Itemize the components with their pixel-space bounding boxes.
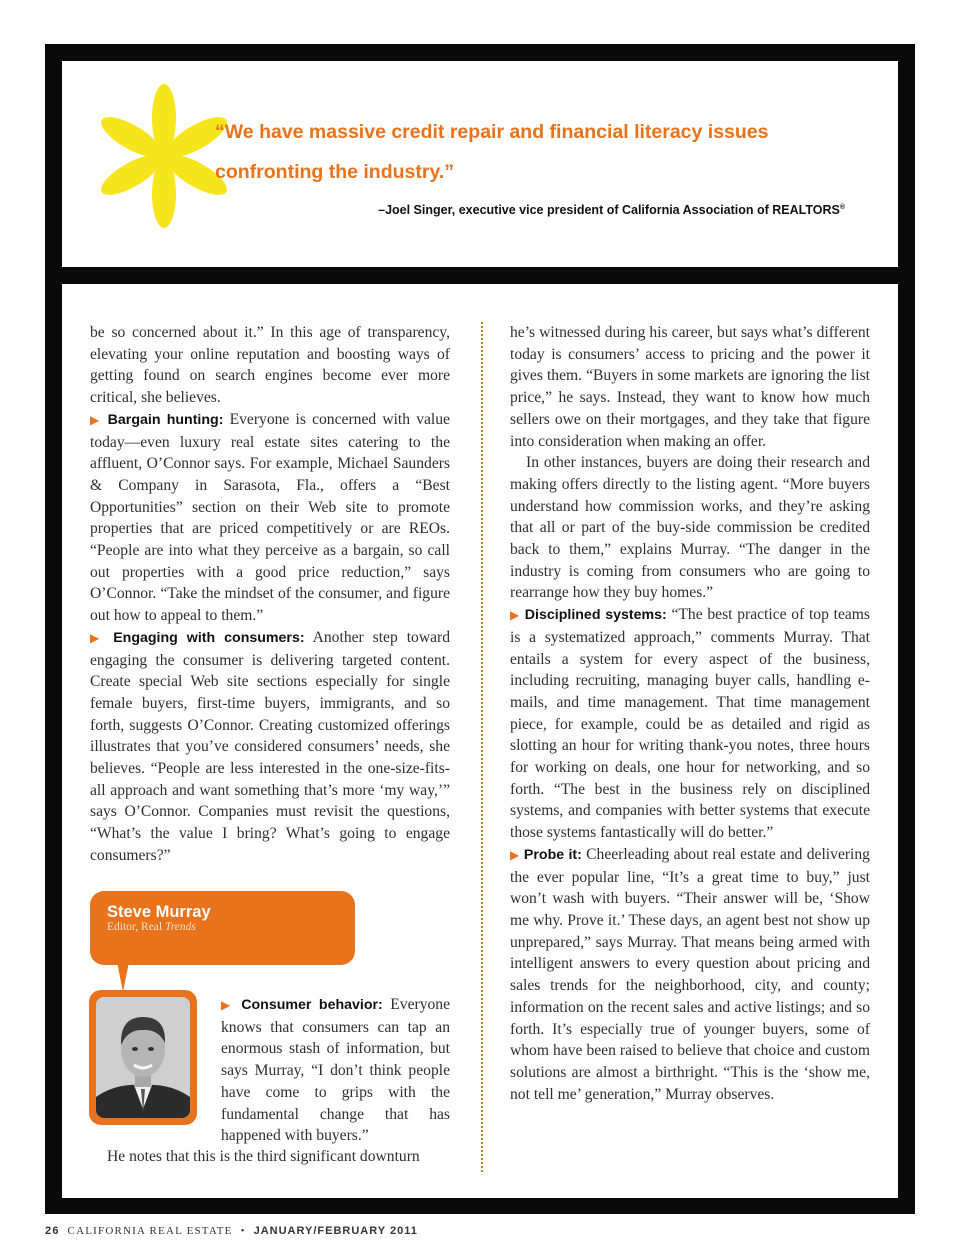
consumer-paragraph bbox=[221, 994, 450, 1147]
probe-heading: Probe it: bbox=[523, 846, 582, 863]
publication-name: CALIFORNIA REAL ESTATE bbox=[67, 1225, 233, 1237]
left-column bbox=[90, 322, 450, 867]
consumer-heading: Consumer behavior: bbox=[241, 997, 383, 1013]
page-number: 26 bbox=[45, 1225, 60, 1237]
probe-text: Cheerleading about real estate and delivering the ever popular line, “It’s a great time to buy,” just won’t wash with buyers. “Their answer will be, ‘Show me why. Prove it.’ These days, an agent best not show up unprepared,” says Murray. That means being armed with intelligent answers to every question about pricing and sales trends for the neighborhood, city, and county; information on the recent sales and active listings; and so forth. It’s especially true of younger buyers, some of whom have been raised to believe that choice and custom solutions are almost a birthright. “This is the ‘show me, not tell me’ generation,” Murray observes. bbox=[510, 845, 870, 1103]
continuation-line: He notes that this is the third significant downturn bbox=[107, 1148, 420, 1165]
column-divider bbox=[481, 322, 483, 1172]
triangle-bullet-icon: ▶ bbox=[221, 998, 234, 1012]
portrait-icon bbox=[96, 997, 190, 1118]
attribution-text: –Joel Singer, executive vice president of California Association of REALTORS bbox=[378, 203, 840, 217]
issue-date: JANUARY/FEBRUARY 2011 bbox=[253, 1225, 418, 1237]
speaker-title-publication: Trends bbox=[164, 921, 196, 933]
probe-paragraph bbox=[510, 844, 870, 1105]
right-paragraph-1: he’s witnessed during his career, but says what’s different today is consumers’ access to pricing and the power it gives them. “Buyers in some markets are ignoring the list price,” he says. Instead, they want to know how much sellers owe on their mortgages, and they take that figure into consideration when making an offer. bbox=[510, 324, 870, 450]
intro-paragraph: be so concerned about it.” In this age of transparency, elevating your online reputation and boosting ways of getting found on search engines become ever more critical, she believes. bbox=[90, 324, 450, 407]
disciplined-heading: Disciplined systems: bbox=[524, 607, 667, 624]
speaker-photo bbox=[96, 997, 190, 1118]
triangle-bullet-icon: ▶ bbox=[510, 608, 521, 623]
disciplined-paragraph bbox=[510, 604, 870, 844]
triangle-bullet-icon: ▶ bbox=[90, 630, 105, 645]
consumer-text: Everyone knows that consumers can tap an enormous stash of information, but says Murray, “I don’t think people have come to grips with the fundamental change that has happened with buyers.” bbox=[221, 996, 451, 1145]
footer-bullet: • bbox=[240, 1225, 246, 1237]
pull-quote-attribution bbox=[300, 203, 845, 217]
disciplined-text: “The best practice of top teams is a systematized approach,” comments Murray. That entails a system for every aspect of the business, including recruiting, managing buyer calls, handling e-mails, and time management. That time management piece, for example, could be as detailed and rigid as slotting an hour for writing thank-you notes, three hours for working on deals, one hour for networking, and so forth. “The best in the business rely on disciplined systems, and companies with better systems that execute those systems fantastically will do better.” bbox=[510, 606, 870, 842]
registered-mark: ® bbox=[839, 203, 845, 211]
engaging-paragraph bbox=[90, 627, 450, 867]
engaging-text: Another step toward engaging the consumer is delivering targeted content. Create special Web site sections especially for single female buyers, first-time buyers, immigrants, and so forth, suggests O’Connor. Creating customized offerings illustrates that you’ve considered consumers’ needs, she believes. “People are less interested in the one-size-fits-all approach and want something that’s more ‘my way,’” says O’Connor. Companies must revisit the questions, “What’s the value I bring? What’s going to engage consumers?” bbox=[90, 628, 450, 864]
pull-quote: “We have massive credit repair and financial literacy issues confronting the industry.” bbox=[215, 121, 769, 183]
speaker-name: Steve Murray bbox=[107, 903, 211, 921]
callout-tail bbox=[117, 962, 129, 992]
triangle-bullet-icon: ▶ bbox=[510, 847, 520, 862]
bargain-paragraph bbox=[90, 409, 450, 627]
bargain-heading: Bargain hunting: bbox=[107, 411, 224, 428]
bargain-text: Everyone is concerned with value today—even luxury real estate sites catering to the affluent, O’Connor says. For example, Michael Saunders & Company in Sarasota, Fla., offers a “Best Opportunities” section on their Web site to promote properties that are priced competitively or are REOs. “People are into what they perceive as a bargain, so call out properties with a good price reduction,” says O’Connor. “Take the mindset of the consumer, and figure out how to appeal to them.” bbox=[90, 410, 450, 625]
speaker-title bbox=[107, 921, 196, 933]
engaging-heading: Engaging with consumers: bbox=[113, 629, 305, 646]
speaker-title-text: Editor, Real bbox=[107, 921, 165, 933]
page-footer bbox=[45, 1225, 418, 1237]
triangle-bullet-icon: ▶ bbox=[90, 412, 102, 427]
right-paragraph-2: In other instances, buyers are doing their research and making offers directly to the listing agent. “More buyers understand how commission works, and they’re asking that all or part of the buy-side commission be credited back to them,” explains Murray. “The danger in the industry is coming from consumers who are going to rearrange how they buy homes.” bbox=[510, 454, 870, 602]
right-column bbox=[510, 322, 870, 1105]
